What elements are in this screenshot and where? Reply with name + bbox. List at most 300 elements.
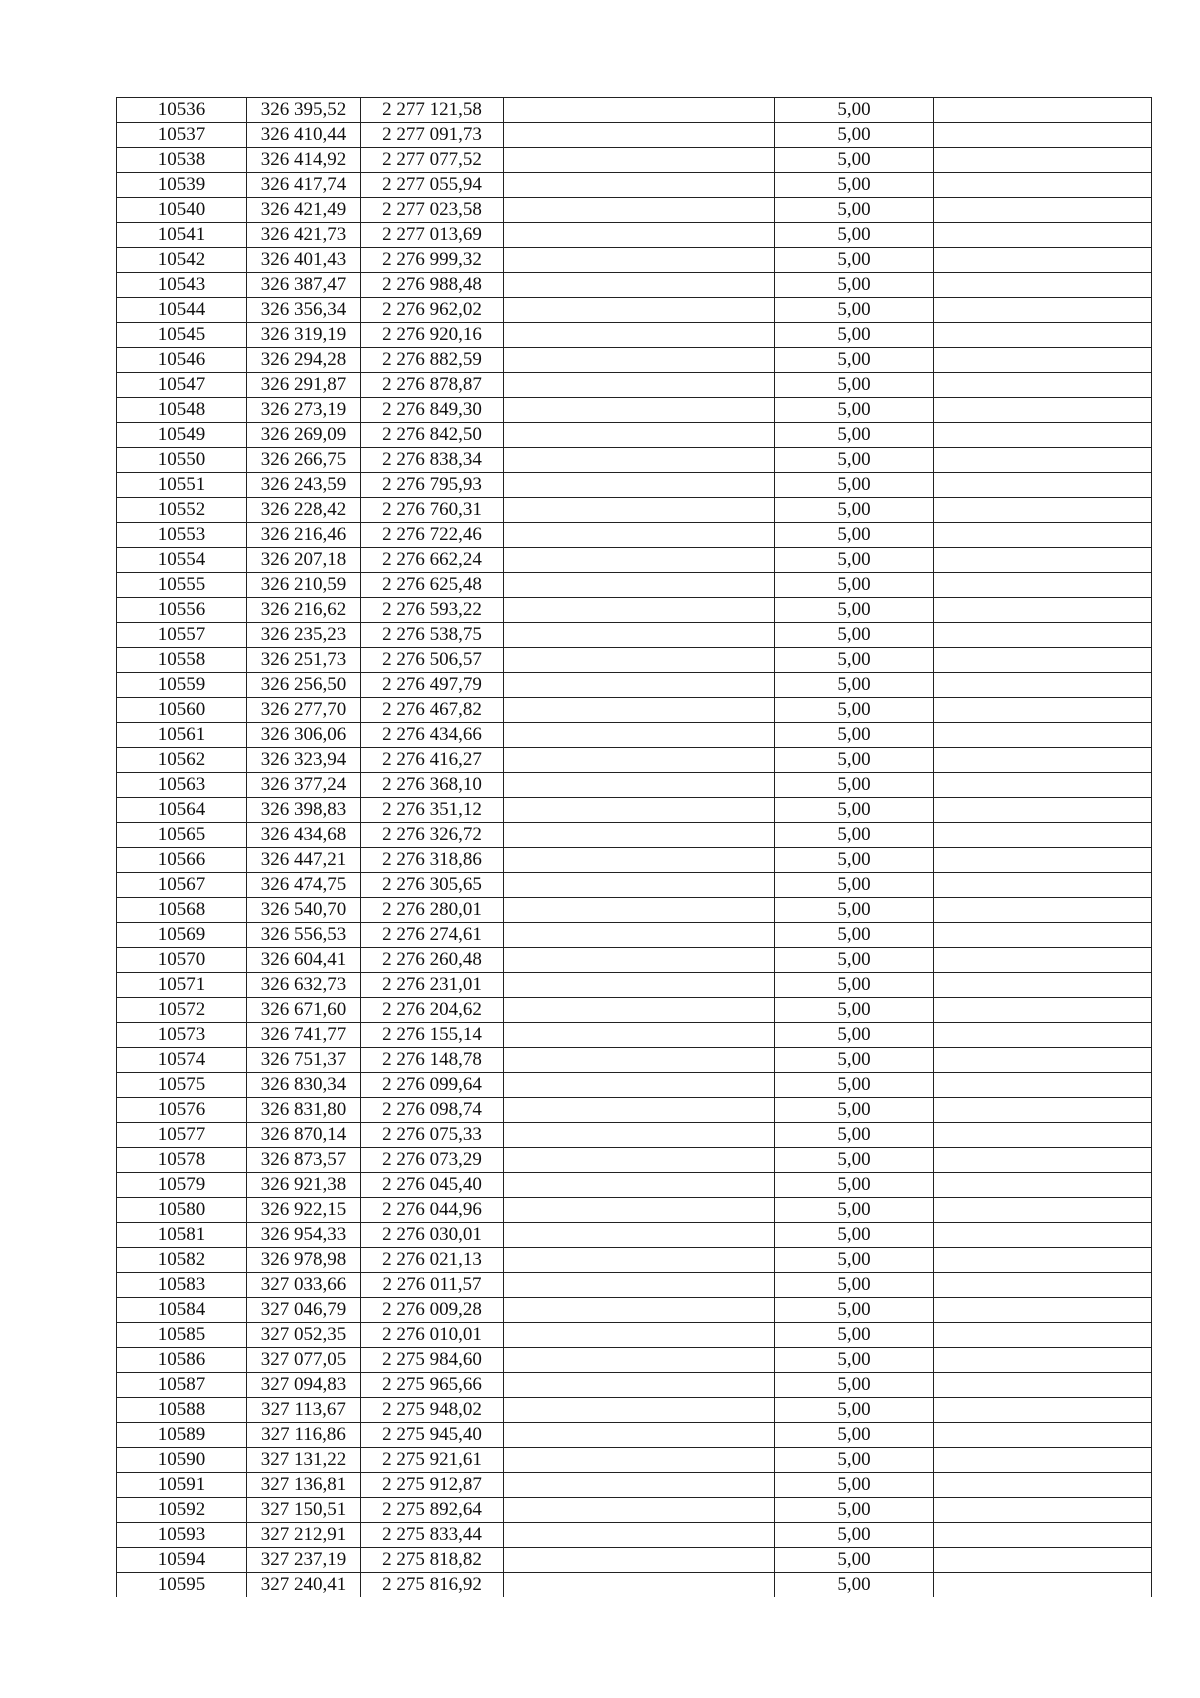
x-coordinate-cell: 326 306,06 <box>247 723 361 748</box>
y-coordinate-cell: 2 277 023,58 <box>361 198 504 223</box>
y-coordinate-cell: 2 275 945,40 <box>361 1423 504 1448</box>
y-coordinate-cell: 2 276 368,10 <box>361 773 504 798</box>
table-row <box>117 373 1152 398</box>
x-coordinate-cell: 326 870,14 <box>247 1123 361 1148</box>
value-cell: 5,00 <box>775 498 934 523</box>
y-coordinate-cell: 2 276 155,14 <box>361 1023 504 1048</box>
value-cell: 5,00 <box>775 773 934 798</box>
empty-cell <box>504 1448 775 1473</box>
x-coordinate-cell: 326 434,68 <box>247 823 361 848</box>
empty-cell <box>504 223 775 248</box>
table-row <box>117 1273 1152 1298</box>
empty-cell <box>934 173 1152 198</box>
x-coordinate-cell: 326 387,47 <box>247 273 361 298</box>
empty-cell <box>934 1023 1152 1048</box>
x-coordinate-cell: 326 216,62 <box>247 598 361 623</box>
value-cell: 5,00 <box>775 523 934 548</box>
value-cell: 5,00 <box>775 473 934 498</box>
x-coordinate-cell: 326 604,41 <box>247 948 361 973</box>
empty-cell <box>934 623 1152 648</box>
x-coordinate-cell: 326 395,52 <box>247 98 361 123</box>
value-cell: 5,00 <box>775 998 934 1023</box>
x-coordinate-cell: 326 873,57 <box>247 1148 361 1173</box>
point-number-cell: 10586 <box>117 1348 247 1373</box>
x-coordinate-cell: 327 131,22 <box>247 1448 361 1473</box>
empty-cell <box>504 248 775 273</box>
value-cell: 5,00 <box>775 398 934 423</box>
y-coordinate-cell: 2 276 204,62 <box>361 998 504 1023</box>
y-coordinate-cell: 2 275 892,64 <box>361 1498 504 1523</box>
x-coordinate-cell: 326 291,87 <box>247 373 361 398</box>
x-coordinate-cell: 326 269,09 <box>247 423 361 448</box>
point-number-cell: 10582 <box>117 1248 247 1273</box>
value-cell: 5,00 <box>775 748 934 773</box>
empty-cell <box>504 848 775 873</box>
y-coordinate-cell: 2 276 231,01 <box>361 973 504 998</box>
empty-cell <box>504 298 775 323</box>
y-coordinate-cell: 2 276 988,48 <box>361 273 504 298</box>
x-coordinate-cell: 326 251,73 <box>247 648 361 673</box>
point-number-cell: 10576 <box>117 1098 247 1123</box>
y-coordinate-cell: 2 275 818,82 <box>361 1548 504 1573</box>
x-coordinate-cell: 326 243,59 <box>247 473 361 498</box>
point-number-cell: 10555 <box>117 573 247 598</box>
point-number-cell: 10556 <box>117 598 247 623</box>
empty-cell <box>934 1348 1152 1373</box>
x-coordinate-cell: 326 421,49 <box>247 198 361 223</box>
point-number-cell: 10542 <box>117 248 247 273</box>
table-row <box>117 1198 1152 1223</box>
empty-cell <box>504 623 775 648</box>
empty-cell <box>504 773 775 798</box>
empty-cell <box>934 423 1152 448</box>
empty-cell <box>504 98 775 123</box>
x-coordinate-cell: 327 237,19 <box>247 1548 361 1573</box>
empty-cell <box>504 148 775 173</box>
empty-cell <box>504 1498 775 1523</box>
table-row <box>117 1448 1152 1473</box>
point-number-cell: 10590 <box>117 1448 247 1473</box>
point-number-cell: 10552 <box>117 498 247 523</box>
point-number-cell: 10549 <box>117 423 247 448</box>
empty-cell <box>934 473 1152 498</box>
x-coordinate-cell: 327 240,41 <box>247 1573 361 1598</box>
empty-cell <box>934 823 1152 848</box>
table-row <box>117 123 1152 148</box>
table-row <box>117 473 1152 498</box>
empty-cell <box>504 1423 775 1448</box>
x-coordinate-cell: 326 410,44 <box>247 123 361 148</box>
y-coordinate-cell: 2 276 045,40 <box>361 1173 504 1198</box>
table-row <box>117 98 1152 123</box>
value-cell: 5,00 <box>775 1098 934 1123</box>
value-cell: 5,00 <box>775 373 934 398</box>
point-number-cell: 10562 <box>117 748 247 773</box>
value-cell: 5,00 <box>775 548 934 573</box>
y-coordinate-cell: 2 276 625,48 <box>361 573 504 598</box>
y-coordinate-cell: 2 275 965,66 <box>361 1373 504 1398</box>
empty-cell <box>934 798 1152 823</box>
empty-cell <box>934 1498 1152 1523</box>
table-row <box>117 623 1152 648</box>
table-row <box>117 523 1152 548</box>
empty-cell <box>504 173 775 198</box>
point-number-cell: 10539 <box>117 173 247 198</box>
y-coordinate-cell: 2 276 760,31 <box>361 498 504 523</box>
x-coordinate-cell: 327 136,81 <box>247 1473 361 1498</box>
empty-cell <box>934 1123 1152 1148</box>
x-coordinate-cell: 326 556,53 <box>247 923 361 948</box>
point-number-cell: 10553 <box>117 523 247 548</box>
y-coordinate-cell: 2 275 816,92 <box>361 1573 504 1598</box>
point-number-cell: 10558 <box>117 648 247 673</box>
value-cell: 5,00 <box>775 948 934 973</box>
empty-cell <box>934 198 1152 223</box>
y-coordinate-cell: 2 276 274,61 <box>361 923 504 948</box>
x-coordinate-cell: 326 954,33 <box>247 1223 361 1248</box>
point-number-cell: 10588 <box>117 1398 247 1423</box>
y-coordinate-cell: 2 276 878,87 <box>361 373 504 398</box>
empty-cell <box>504 1098 775 1123</box>
point-number-cell: 10577 <box>117 1123 247 1148</box>
point-number-cell: 10594 <box>117 1548 247 1573</box>
x-coordinate-cell: 326 671,60 <box>247 998 361 1023</box>
x-coordinate-cell: 326 235,23 <box>247 623 361 648</box>
y-coordinate-cell: 2 276 021,13 <box>361 1248 504 1273</box>
y-coordinate-cell: 2 276 962,02 <box>361 298 504 323</box>
point-number-cell: 10575 <box>117 1073 247 1098</box>
empty-cell <box>504 1373 775 1398</box>
table-row <box>117 1573 1152 1598</box>
table-row <box>117 723 1152 748</box>
table-row <box>117 223 1152 248</box>
table-row <box>117 1323 1152 1348</box>
value-cell: 5,00 <box>775 1323 934 1348</box>
value-cell: 5,00 <box>775 973 934 998</box>
point-number-cell: 10547 <box>117 373 247 398</box>
table-row <box>117 273 1152 298</box>
table-row <box>117 648 1152 673</box>
x-coordinate-cell: 327 033,66 <box>247 1273 361 1298</box>
y-coordinate-cell: 2 276 838,34 <box>361 448 504 473</box>
empty-cell <box>934 1448 1152 1473</box>
point-number-cell: 10563 <box>117 773 247 798</box>
point-number-cell: 10579 <box>117 1173 247 1198</box>
y-coordinate-cell: 2 276 882,59 <box>361 348 504 373</box>
empty-cell <box>504 873 775 898</box>
empty-cell <box>504 473 775 498</box>
empty-cell <box>504 573 775 598</box>
value-cell: 5,00 <box>775 898 934 923</box>
empty-cell <box>504 948 775 973</box>
empty-cell <box>934 1423 1152 1448</box>
value-cell: 5,00 <box>775 648 934 673</box>
point-number-cell: 10544 <box>117 298 247 323</box>
point-number-cell: 10545 <box>117 323 247 348</box>
empty-cell <box>504 798 775 823</box>
table-row <box>117 923 1152 948</box>
empty-cell <box>504 1298 775 1323</box>
point-number-cell: 10565 <box>117 823 247 848</box>
table-row <box>117 348 1152 373</box>
y-coordinate-cell: 2 277 013,69 <box>361 223 504 248</box>
empty-cell <box>504 398 775 423</box>
table-row <box>117 773 1152 798</box>
value-cell: 5,00 <box>775 173 934 198</box>
point-number-cell: 10578 <box>117 1148 247 1173</box>
empty-cell <box>934 1523 1152 1548</box>
table-row <box>117 873 1152 898</box>
x-coordinate-cell: 326 210,59 <box>247 573 361 598</box>
x-coordinate-cell: 326 377,24 <box>247 773 361 798</box>
value-cell: 5,00 <box>775 1273 934 1298</box>
y-coordinate-cell: 2 277 055,94 <box>361 173 504 198</box>
empty-cell <box>934 998 1152 1023</box>
table-row <box>117 573 1152 598</box>
empty-cell <box>934 973 1152 998</box>
y-coordinate-cell: 2 276 099,64 <box>361 1073 504 1098</box>
point-number-cell: 10548 <box>117 398 247 423</box>
y-coordinate-cell: 2 276 506,57 <box>361 648 504 673</box>
point-number-cell: 10557 <box>117 623 247 648</box>
y-coordinate-cell: 2 276 318,86 <box>361 848 504 873</box>
empty-cell <box>504 348 775 373</box>
value-cell: 5,00 <box>775 423 934 448</box>
value-cell: 5,00 <box>775 1048 934 1073</box>
point-number-cell: 10574 <box>117 1048 247 1073</box>
table-row <box>117 748 1152 773</box>
table-row <box>117 998 1152 1023</box>
point-number-cell: 10536 <box>117 98 247 123</box>
empty-cell <box>504 1573 775 1598</box>
table-row <box>117 423 1152 448</box>
empty-cell <box>934 573 1152 598</box>
empty-cell <box>504 998 775 1023</box>
empty-cell <box>504 1348 775 1373</box>
empty-cell <box>504 1473 775 1498</box>
empty-cell <box>934 1198 1152 1223</box>
y-coordinate-cell: 2 276 326,72 <box>361 823 504 848</box>
x-coordinate-cell: 326 323,94 <box>247 748 361 773</box>
value-cell: 5,00 <box>775 1073 934 1098</box>
x-coordinate-cell: 327 052,35 <box>247 1323 361 1348</box>
empty-cell <box>934 548 1152 573</box>
table-row <box>117 973 1152 998</box>
point-number-cell: 10564 <box>117 798 247 823</box>
point-number-cell: 10570 <box>117 948 247 973</box>
value-cell: 5,00 <box>775 1198 934 1223</box>
value-cell: 5,00 <box>775 923 934 948</box>
table-row <box>117 198 1152 223</box>
table-row <box>117 498 1152 523</box>
value-cell: 5,00 <box>775 148 934 173</box>
empty-cell <box>504 673 775 698</box>
x-coordinate-cell: 326 831,80 <box>247 1098 361 1123</box>
empty-cell <box>934 1323 1152 1348</box>
y-coordinate-cell: 2 276 593,22 <box>361 598 504 623</box>
x-coordinate-cell: 326 632,73 <box>247 973 361 998</box>
value-cell: 5,00 <box>775 1023 934 1048</box>
table-row <box>117 548 1152 573</box>
table-row <box>117 173 1152 198</box>
point-number-cell: 10583 <box>117 1273 247 1298</box>
table-row <box>117 1098 1152 1123</box>
x-coordinate-cell: 326 978,98 <box>247 1248 361 1273</box>
x-coordinate-cell: 327 116,86 <box>247 1423 361 1448</box>
y-coordinate-cell: 2 276 351,12 <box>361 798 504 823</box>
empty-cell <box>934 698 1152 723</box>
y-coordinate-cell: 2 276 098,74 <box>361 1098 504 1123</box>
value-cell: 5,00 <box>775 1523 934 1548</box>
empty-cell <box>504 498 775 523</box>
empty-cell <box>934 98 1152 123</box>
y-coordinate-cell: 2 276 011,57 <box>361 1273 504 1298</box>
empty-cell <box>934 898 1152 923</box>
y-coordinate-cell: 2 275 912,87 <box>361 1473 504 1498</box>
table-row <box>117 1023 1152 1048</box>
y-coordinate-cell: 2 276 999,32 <box>361 248 504 273</box>
empty-cell <box>504 748 775 773</box>
point-number-cell: 10580 <box>117 1198 247 1223</box>
empty-cell <box>934 248 1152 273</box>
point-number-cell: 10572 <box>117 998 247 1023</box>
x-coordinate-cell: 326 273,19 <box>247 398 361 423</box>
table-row <box>117 248 1152 273</box>
x-coordinate-cell: 327 113,67 <box>247 1398 361 1423</box>
value-cell: 5,00 <box>775 1473 934 1498</box>
point-number-cell: 10551 <box>117 473 247 498</box>
y-coordinate-cell: 2 277 077,52 <box>361 148 504 173</box>
value-cell: 5,00 <box>775 248 934 273</box>
empty-cell <box>934 1048 1152 1073</box>
x-coordinate-cell: 326 228,42 <box>247 498 361 523</box>
empty-cell <box>934 1273 1152 1298</box>
empty-cell <box>934 723 1152 748</box>
y-coordinate-cell: 2 276 010,01 <box>361 1323 504 1348</box>
empty-cell <box>934 123 1152 148</box>
y-coordinate-cell: 2 276 075,33 <box>361 1123 504 1148</box>
empty-cell <box>504 448 775 473</box>
y-coordinate-cell: 2 276 538,75 <box>361 623 504 648</box>
empty-cell <box>934 848 1152 873</box>
empty-cell <box>504 323 775 348</box>
empty-cell <box>504 1198 775 1223</box>
table-row <box>117 1348 1152 1373</box>
table-row <box>117 848 1152 873</box>
x-coordinate-cell: 326 398,83 <box>247 798 361 823</box>
table-row <box>117 1498 1152 1523</box>
empty-cell <box>504 1073 775 1098</box>
empty-cell <box>504 373 775 398</box>
y-coordinate-cell: 2 276 434,66 <box>361 723 504 748</box>
y-coordinate-cell: 2 275 833,44 <box>361 1523 504 1548</box>
table-body <box>117 98 1152 1598</box>
table-row <box>117 898 1152 923</box>
x-coordinate-cell: 326 294,28 <box>247 348 361 373</box>
value-cell: 5,00 <box>775 1573 934 1598</box>
empty-cell <box>504 1023 775 1048</box>
y-coordinate-cell: 2 276 467,82 <box>361 698 504 723</box>
point-number-cell: 10592 <box>117 1498 247 1523</box>
empty-cell <box>504 973 775 998</box>
value-cell: 5,00 <box>775 598 934 623</box>
empty-cell <box>934 923 1152 948</box>
empty-cell <box>934 1223 1152 1248</box>
empty-cell <box>934 1173 1152 1198</box>
point-number-cell: 10587 <box>117 1373 247 1398</box>
value-cell: 5,00 <box>775 798 934 823</box>
point-number-cell: 10581 <box>117 1223 247 1248</box>
table-row <box>117 1398 1152 1423</box>
empty-cell <box>934 223 1152 248</box>
point-number-cell: 10585 <box>117 1323 247 1348</box>
empty-cell <box>934 1573 1152 1598</box>
empty-cell <box>934 1548 1152 1573</box>
empty-cell <box>504 1148 775 1173</box>
empty-cell <box>934 1248 1152 1273</box>
empty-cell <box>934 1473 1152 1498</box>
point-number-cell: 10546 <box>117 348 247 373</box>
empty-cell <box>934 648 1152 673</box>
x-coordinate-cell: 326 356,34 <box>247 298 361 323</box>
point-number-cell: 10538 <box>117 148 247 173</box>
empty-cell <box>504 1523 775 1548</box>
table-row <box>117 1223 1152 1248</box>
empty-cell <box>934 148 1152 173</box>
point-number-cell: 10595 <box>117 1573 247 1598</box>
table-row <box>117 1148 1152 1173</box>
empty-cell <box>934 448 1152 473</box>
empty-cell <box>504 273 775 298</box>
point-number-cell: 10541 <box>117 223 247 248</box>
empty-cell <box>504 648 775 673</box>
x-coordinate-cell: 327 094,83 <box>247 1373 361 1398</box>
value-cell: 5,00 <box>775 198 934 223</box>
table-row <box>117 1548 1152 1573</box>
empty-cell <box>934 273 1152 298</box>
table-row <box>117 1523 1152 1548</box>
y-coordinate-cell: 2 276 073,29 <box>361 1148 504 1173</box>
point-number-cell: 10537 <box>117 123 247 148</box>
x-coordinate-cell: 326 921,38 <box>247 1173 361 1198</box>
empty-cell <box>504 1248 775 1273</box>
value-cell: 5,00 <box>775 123 934 148</box>
value-cell: 5,00 <box>775 1223 934 1248</box>
value-cell: 5,00 <box>775 323 934 348</box>
point-number-cell: 10540 <box>117 198 247 223</box>
empty-cell <box>504 198 775 223</box>
point-number-cell: 10560 <box>117 698 247 723</box>
value-cell: 5,00 <box>775 698 934 723</box>
table-row <box>117 1298 1152 1323</box>
empty-cell <box>504 823 775 848</box>
point-number-cell: 10569 <box>117 923 247 948</box>
empty-cell <box>504 898 775 923</box>
point-number-cell: 10567 <box>117 873 247 898</box>
x-coordinate-cell: 327 046,79 <box>247 1298 361 1323</box>
table-row <box>117 1423 1152 1448</box>
point-number-cell: 10543 <box>117 273 247 298</box>
value-cell: 5,00 <box>775 1548 934 1573</box>
empty-cell <box>934 298 1152 323</box>
empty-cell <box>934 1373 1152 1398</box>
empty-cell <box>504 1173 775 1198</box>
table-row <box>117 1073 1152 1098</box>
value-cell: 5,00 <box>775 1123 934 1148</box>
table-row <box>117 148 1152 173</box>
x-coordinate-cell: 326 319,19 <box>247 323 361 348</box>
table-row <box>117 1123 1152 1148</box>
